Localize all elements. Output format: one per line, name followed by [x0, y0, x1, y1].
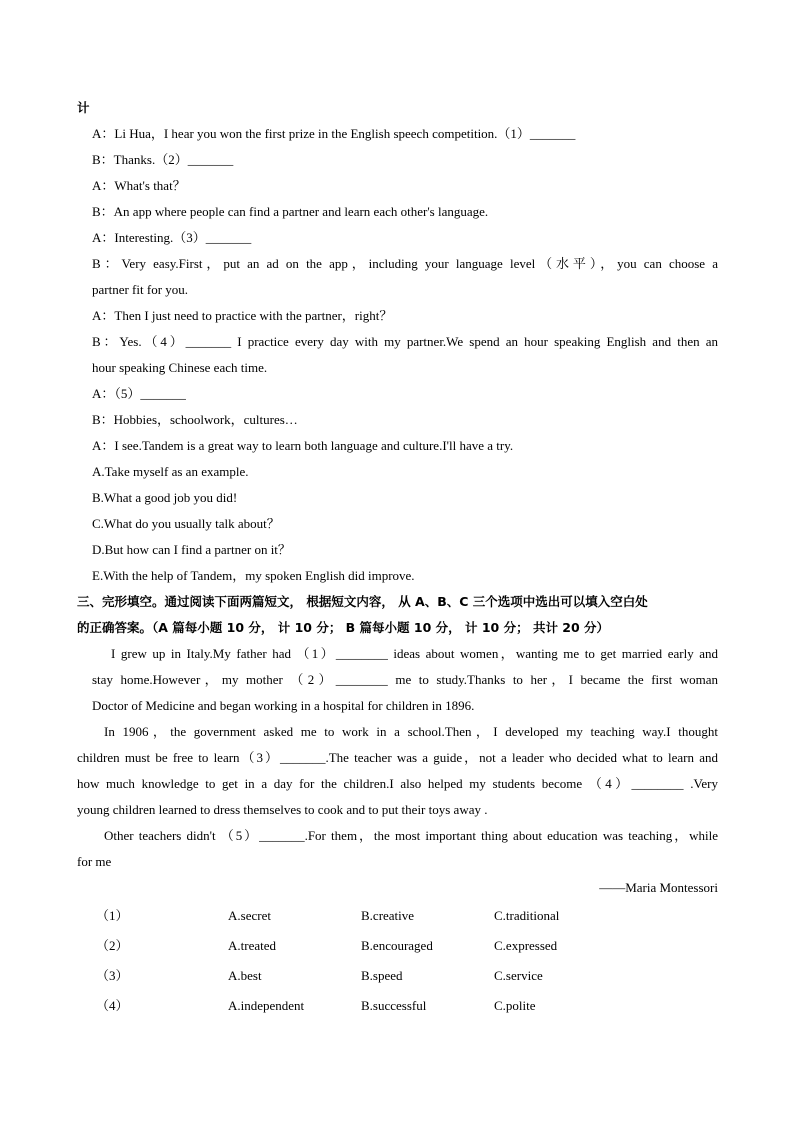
dialogue-line: B：Thanks.（2）_______ [92, 152, 234, 167]
dialogue-line: B：Yes.（4）_______ I practice every day with my partner.We spend an hour speaking English and then an [92, 334, 718, 349]
dialogue-line: A：What's that？ [92, 178, 186, 193]
dialogue-line: A：I see.Tandem is a great way to learn both language and culture.I'll have a try. [92, 438, 514, 453]
passage-line: how much knowledge to get in a day for the children.I also helped my students become （4）________ .Very [77, 776, 718, 791]
dialogue-line: B：Hobbies，schoolwork，cultures… [92, 412, 298, 427]
signature: ——Maria Montessori [599, 880, 718, 895]
choice-item: C.What do you usually talk about？ [92, 516, 280, 531]
option-number: （3） [96, 968, 129, 983]
dialogue-line: hour speaking Chinese each time. [92, 360, 268, 375]
option-b: B.speed [361, 968, 403, 983]
choice-item: B.What a good job you did! [92, 490, 238, 505]
passage-line: Other teachers didn't （5）_______.For them，the most important thing about education was teaching，while [104, 828, 718, 843]
option-c: C.polite [494, 998, 536, 1013]
section-heading-line1: 三、完形填空。通过阅读下面两篇短文， 根据短文内容， 从 A、B、C 三个选项中选出可以填入空白处 [77, 594, 648, 609]
dialogue-line: A：Then I just need to practice with the partner，right？ [92, 308, 393, 323]
option-b: B.successful [361, 998, 427, 1013]
option-b: B.creative [361, 908, 415, 923]
option-c: C.expressed [494, 938, 558, 953]
dialogue-line: B：An app where people can find a partner and learn each other's language. [92, 204, 489, 219]
top-fragment: 计 [77, 100, 90, 115]
passage-line: young children learned to dress themselves to cook and to put their toys away . [77, 802, 488, 817]
dialogue-line: B：Very easy.First，put an ad on the app，including your language level（水平），you can choose a [92, 256, 718, 271]
option-c: C.traditional [494, 908, 560, 923]
option-b: B.encouraged [361, 938, 433, 953]
option-number: （1） [96, 908, 129, 923]
passage-line: for me [77, 854, 112, 869]
dialogue-line: A：（5）_______ [92, 386, 186, 401]
choice-item: D.But how can I find a partner on it？ [92, 542, 291, 557]
dialogue-line: partner fit for you. [92, 282, 189, 297]
option-a: A.best [228, 968, 262, 983]
option-a: A.treated [228, 938, 277, 953]
option-number: （4） [96, 998, 129, 1013]
dialogue-line: A：Li Hua，I hear you won the first prize in the English speech competition.（1）_______ [92, 126, 576, 141]
option-a: A.secret [228, 908, 271, 923]
passage-line: children must be free to learn（3）_______.The teacher was a guide，not a leader who decided what to learn and [77, 750, 718, 765]
option-number: （2） [96, 938, 129, 953]
passage-line: stay home.However，my mother （2）________ me to study.Thanks to her，I became the first woman [92, 672, 718, 687]
passage-line: In 1906，the government asked me to work in a school.Then，I developed my teaching way.I thought [104, 724, 718, 739]
passage-line: I grew up in Italy.My father had （1）________ ideas about women，wanting me to get married early and [111, 646, 718, 661]
choice-item: E.With the help of Tandem，my spoken English did improve. [92, 568, 415, 583]
dialogue-line: A：Interesting.（3）_______ [92, 230, 252, 245]
option-c: C.service [494, 968, 543, 983]
section-heading-line2: 的正确答案。（A 篇每小题 10 分， 计 10 分； B 篇每小题 10 分， 计 10 分； 共计 20 分） [77, 620, 610, 635]
passage-line: Doctor of Medicine and began working in a hospital for children in 1896. [92, 698, 475, 713]
option-a: A.independent [228, 998, 305, 1013]
choice-item: A.Take myself as an example. [92, 464, 249, 479]
